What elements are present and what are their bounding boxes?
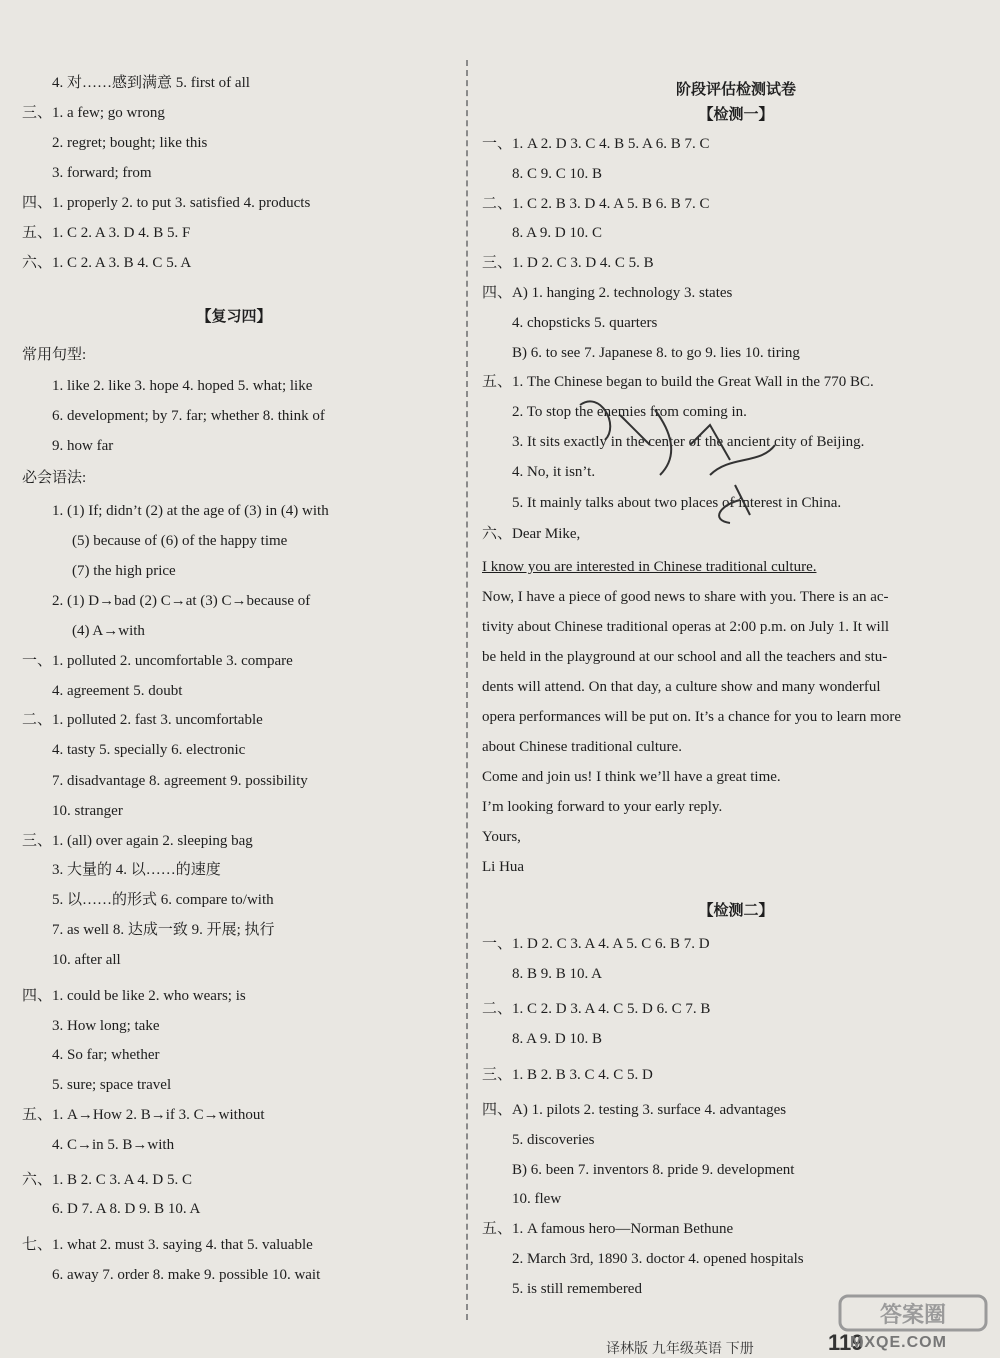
answer-line: 4. No, it isn’t. [512, 464, 596, 480]
page-number: 119 [828, 1330, 864, 1355]
answer-line: 四、A) 1. hanging 2. technology 3. states [482, 285, 733, 301]
answer-line: 三、1. (all) over again 2. sleeping bag [22, 833, 253, 849]
answer-line: 6. development; by 7. far; whether 8. think of [52, 408, 325, 424]
answer-line: 5. 以……的形式 6. compare to/with [52, 892, 274, 908]
answer-line: 五、1. The Chinese began to build the Great Wall in the 770 BC. [482, 374, 874, 390]
answer-line: 四、1. properly 2. to put 3. satisfied 4. products [22, 195, 311, 211]
answer-line: B) 6. to see 7. Japanese 8. to go 9. lies 10. tiring [512, 345, 800, 361]
letter-line: opera performances will be put on. It’s a chance for you to learn more [482, 709, 902, 725]
answer-line: 一、1. D 2. C 3. A 4. A 5. C 6. B 7. D [482, 936, 710, 952]
section-heading: 【检测二】 [698, 903, 774, 919]
answer-line: 三、1. a few; go wrong [22, 105, 165, 121]
svg-text:答案圈: 答案圈 [879, 1303, 947, 1328]
answer-line: 三、1. D 2. C 3. D 4. C 5. B [482, 255, 654, 271]
answer-line: 8. A 9. D 10. B [512, 1031, 603, 1047]
section-heading: 【检测一】 [698, 107, 774, 123]
answer-line: 4. So far; whether [52, 1047, 160, 1063]
answer-line: 四、A) 1. pilots 2. testing 3. surface 4. advantages [482, 1102, 787, 1118]
letter-line: be held in the playground at our school and all the teachers and stu- [482, 649, 888, 665]
answer-line: 8. A 9. D 10. C [512, 225, 603, 241]
answer-line: 4. chopsticks 5. quarters [512, 315, 658, 331]
answer-line: 1. (1) If; didn’t (2) at the age of (3) in (4) with [52, 503, 329, 519]
footer-book-title: 译林版 九年级英语 下册 [606, 1340, 754, 1356]
answer-line: 3. 大量的 4. 以……的速度 [52, 862, 221, 878]
answer-line: 4. C→in 5. B→with [52, 1137, 175, 1153]
letter-line: I’m looking forward to your early reply. [482, 799, 723, 815]
watermark-text: MXQE.COM [850, 1334, 947, 1351]
answer-line: 五、1. A→How 2. B→if 3. C→without [22, 1107, 265, 1123]
letter-line: about Chinese traditional culture. [482, 739, 682, 755]
answer-line: 5. discoveries [512, 1132, 595, 1148]
answer-line: 2. regret; bought; like this [52, 135, 208, 151]
answer-line: 2. To stop the enemies from coming in. [512, 404, 747, 420]
answer-line: 3. How long; take [52, 1018, 160, 1034]
answer-line: 七、1. what 2. must 3. saying 4. that 5. valuable [22, 1237, 313, 1253]
answer-line: 1. like 2. like 3. hope 4. hoped 5. what; like [52, 378, 313, 394]
answer-line: 2. March 3rd, 1890 3. doctor 4. opened hospitals [512, 1251, 804, 1267]
answer-line: 二、1. C 2. D 3. A 4. C 5. D 6. C 7. B [482, 1001, 711, 1017]
answer-line: 8. C 9. C 10. B [512, 166, 603, 182]
answer-line: 10. flew [512, 1191, 562, 1207]
answer-line: (5) because of (6) of the happy time [72, 533, 288, 549]
column-divider [466, 60, 468, 1320]
answer-line: 3. forward; from [52, 165, 152, 181]
answer-line: 四、1. could be like 2. who wears; is [22, 988, 246, 1004]
answer-line: 五、1. C 2. A 3. D 4. B 5. F [22, 225, 191, 241]
answer-line: 必会语法: [22, 470, 87, 486]
answer-line: 4. 对……感到满意 5. first of all [52, 75, 250, 91]
answer-line: (7) the high price [72, 563, 176, 579]
letter-opening-line: I know you are interested in Chinese traditional culture. [482, 559, 817, 575]
answer-line: 9. how far [52, 438, 114, 454]
answer-line: 常用句型: [22, 347, 87, 363]
answer-line: 8. B 9. B 10. A [512, 966, 603, 982]
answer-line: 2. (1) D→bad (2) C→at (3) C→because of [52, 593, 311, 609]
answer-line: 4. agreement 5. doubt [52, 683, 183, 699]
answer-line: 4. tasty 5. specially 6. electronic [52, 742, 246, 758]
answer-line: 3. It sits exactly in the center of the ancient city of Beijing. [512, 434, 865, 450]
answer-line: 六、1. B 2. C 3. A 4. D 5. C [22, 1172, 193, 1188]
answer-line: 一、1. polluted 2. uncomfortable 3. compare [22, 653, 293, 669]
letter-line: tivity about Chinese traditional operas at 2:00 p.m. on July 1. It will [482, 619, 890, 635]
answer-line: 三、1. B 2. B 3. C 4. C 5. D [482, 1067, 653, 1083]
handwriting-scribble [560, 385, 800, 525]
answer-line: 10. after all [52, 952, 121, 968]
answer-line: 六、Dear Mike, [482, 526, 581, 542]
answer-line: 7. as well 8. 达成一致 9. 开展; 执行 [52, 922, 275, 938]
answer-line: 5. It mainly talks about two places of interest in China. [512, 495, 842, 511]
answer-line: 5. sure; space travel [52, 1077, 172, 1093]
letter-line: Now, I have a piece of good news to share with you. There is an ac- [482, 589, 889, 605]
section-heading: 阶段评估检测试卷 [675, 82, 796, 98]
answer-line: 五、1. A famous hero—Norman Bethune [482, 1221, 734, 1237]
answer-line: 6. D 7. A 8. D 9. B 10. A [52, 1201, 201, 1217]
answer-line: 二、1. polluted 2. fast 3. uncomfortable [22, 712, 263, 728]
answer-line: 10. stranger [52, 803, 123, 819]
answer-line: 6. away 7. order 8. make 9. possible 10. wait [52, 1267, 321, 1283]
answer-line: 二、1. C 2. B 3. D 4. A 5. B 6. B 7. C [482, 196, 710, 212]
letter-line: Yours, [482, 829, 521, 845]
answer-line: 六、1. C 2. A 3. B 4. C 5. A [22, 255, 192, 271]
answer-line: 5. is still remembered [512, 1281, 642, 1297]
answer-line: 7. disadvantage 8. agreement 9. possibility [52, 773, 308, 789]
answer-line: 一、1. A 2. D 3. C 4. B 5. A 6. B 7. C [482, 136, 710, 152]
section-heading: 【复习四】 [196, 309, 272, 325]
letter-line: Li Hua [482, 859, 525, 875]
answer-line: B) 6. been 7. inventors 8. pride 9. development [512, 1162, 795, 1178]
letter-line: dents will attend. On that day, a culture show and many wonderful [482, 679, 881, 695]
answer-line: (4) A→with [72, 623, 145, 639]
letter-line: Come and join us! I think we’ll have a great time. [482, 769, 781, 785]
